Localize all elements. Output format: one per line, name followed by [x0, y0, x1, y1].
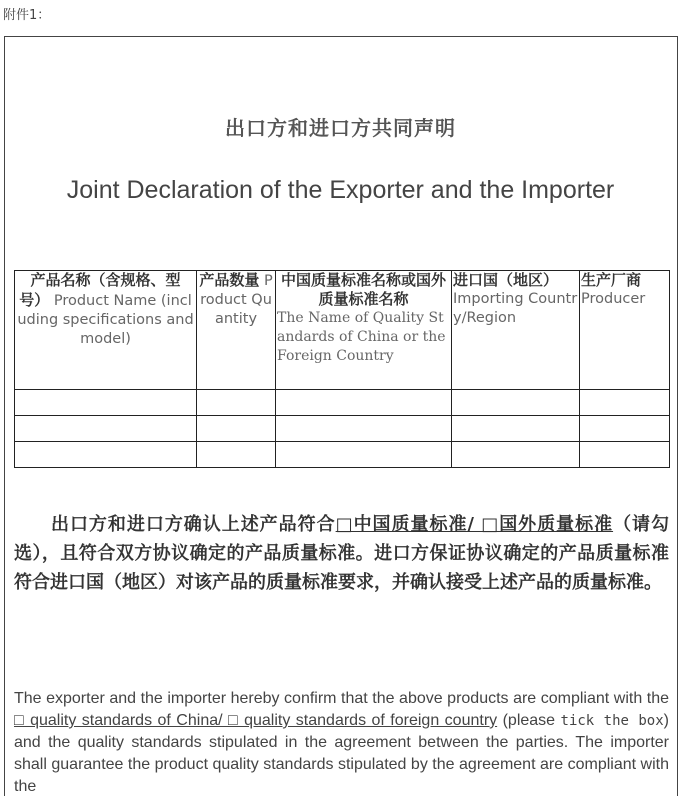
- table-cell[interactable]: [197, 442, 276, 468]
- declaration-paragraph-en: [14, 688, 669, 798]
- header-quality-standard: [276, 271, 452, 390]
- header-producer-en: Producer: [581, 291, 646, 307]
- header-product-name-en: Product Name (including specifications and model): [17, 293, 194, 347]
- table-row: [15, 442, 670, 468]
- para-cn-after: （请勾选），且符合双方协议确定的产品质量标准。进口方保证协议确定的产品质量标准符合进口国（地区）对该产品的质量标准要求，并确认接受上述产品的质量标准。: [14, 514, 670, 593]
- header-importing-country-cn: 进口国（地区）: [453, 271, 559, 289]
- header-product-quantity-en: Product Quantity: [200, 273, 273, 327]
- header-producer: [580, 271, 670, 390]
- para-en-please: (please: [497, 712, 561, 729]
- header-product-quantity-cn: 产品数量: [199, 271, 260, 289]
- para-en-tick: tick the box: [560, 713, 664, 729]
- table-cell[interactable]: [15, 416, 197, 442]
- table-cell[interactable]: [452, 390, 580, 416]
- table-cell[interactable]: [580, 390, 670, 416]
- table-cell[interactable]: [197, 416, 276, 442]
- header-product-name: [15, 271, 197, 390]
- header-importing-country-en: Importing Country/Region: [453, 291, 578, 326]
- header-product-name-cn: 产品名称（含规格、型号）: [19, 271, 181, 309]
- attachment-label: 附件1：: [3, 8, 51, 23]
- table-cell[interactable]: [276, 442, 452, 468]
- para-cn-before: 出口方和进口方确认上述产品符合: [50, 514, 336, 535]
- header-quality-standard-en: The Name of Quality Standards of China or the Foreign Country: [277, 310, 446, 364]
- table-cell[interactable]: [580, 416, 670, 442]
- para-en-after: ) and the quality standards stipulated in the agreement between the parties. The importer shall guarantee the product quality standards stipulated by the agreement are compliant with the: [14, 712, 669, 795]
- header-producer-cn: 生产厂商: [581, 271, 642, 289]
- table-cell[interactable]: [197, 390, 276, 416]
- header-product-quantity: [197, 271, 276, 390]
- table-header-row: [15, 271, 670, 390]
- header-importing-country: [452, 271, 580, 390]
- table-cell[interactable]: [452, 442, 580, 468]
- table-cell[interactable]: [276, 416, 452, 442]
- table-cell[interactable]: [15, 442, 197, 468]
- table-row: [15, 416, 670, 442]
- table-cell[interactable]: [276, 390, 452, 416]
- para-en-before: The exporter and the importer hereby confirm that the above products are compliant with the: [14, 690, 669, 707]
- table-cell[interactable]: [15, 390, 197, 416]
- standard-checkbox-options-cn[interactable]: □中国质量标准/ □国外质量标准: [335, 514, 614, 535]
- table-cell[interactable]: [580, 442, 670, 468]
- declaration-paragraph-cn: [14, 510, 669, 597]
- title-chinese: 出口方和进口方共同声明: [225, 116, 456, 140]
- table-cell[interactable]: [452, 416, 580, 442]
- table-row: [15, 390, 670, 416]
- standard-checkbox-options-en[interactable]: □ quality standards of China/ □ quality standards of foreign country: [14, 712, 498, 729]
- title-english: Joint Declaration of the Exporter and the Importer: [66, 176, 615, 204]
- product-table: [14, 270, 670, 468]
- header-quality-standard-cn: 中国质量标准名称或国外质量标准名称: [280, 271, 446, 308]
